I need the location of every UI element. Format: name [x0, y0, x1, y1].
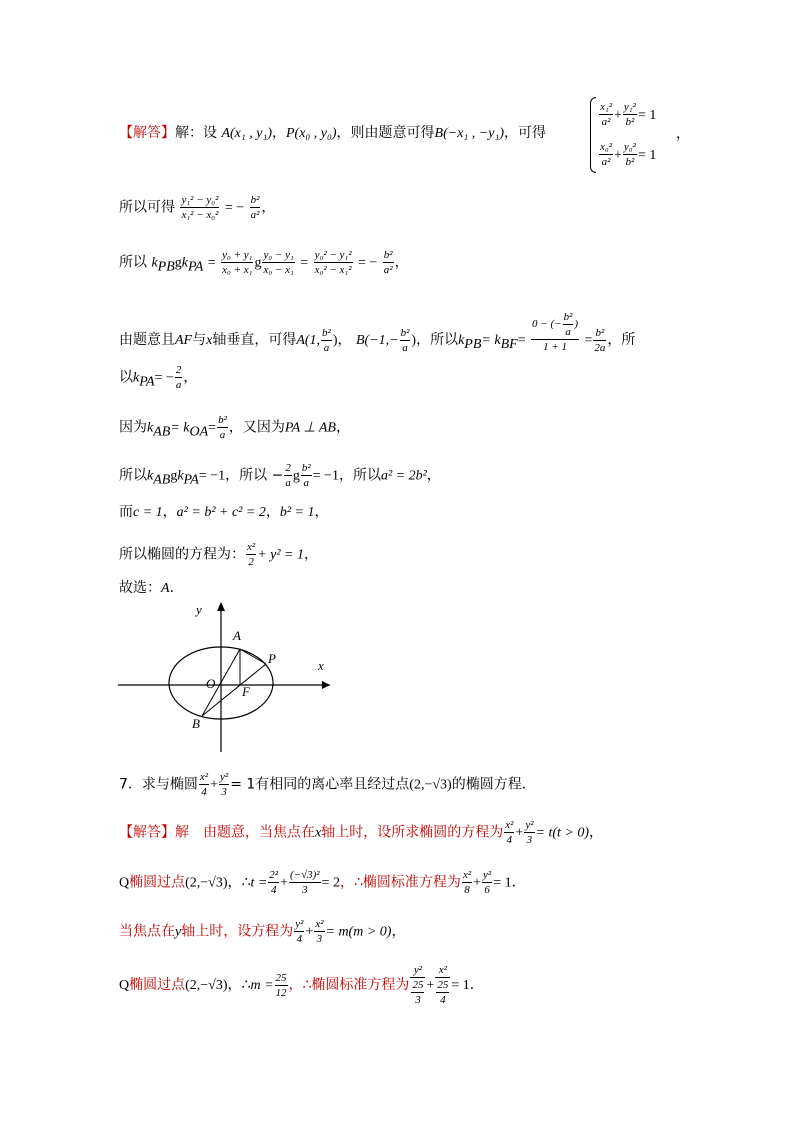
solution-line-6: 因为$k_{AB}= k_{OA}=$ $\frac{\text{b²}}{a}$ ，又因为PA ⊥ AB，	[119, 414, 350, 441]
solution-line-9: 所以椭圆的方程为： $\frac{\text{x²}}{2}$ + y² = 1，	[119, 541, 318, 568]
answer-tag: 【解答】	[119, 125, 175, 141]
label-B: B	[192, 716, 200, 731]
label-F: F	[242, 684, 250, 699]
equation-system: $\frac{\text{x₁²}}{\text{a²}}$ + $\frac{\text{y₁²}}{\text{b²}}$ = 1 $\frac{\text{x₀²}}{\text{a²}}$ + $\frac{\text{y₀²}}{\text{b²}}$ = 1	[590, 95, 656, 175]
label-x: x	[318, 658, 324, 673]
ellipse-figure	[118, 598, 338, 754]
x-axis-arrow	[322, 681, 330, 689]
solution-line-5: 以$k_{PA}=$ − $\frac{2}{a}$ ，	[119, 364, 198, 391]
label-P: P	[268, 651, 276, 666]
y-axis-arrow	[217, 602, 225, 611]
solution-line-1: 【解答】解：设 A(x₁ , y₁)，P(x₀ , y₀)，则由题意可得B(−x₁ , −y₁)，可得	[119, 125, 546, 141]
solution-7-line-1: 【解答】解 由题意，当焦点在x轴上时，设所求椭圆的方程为 $\frac{\text{x²}}{4}$ + $\frac{\text{y²}}{3}$ = t(t > 0)，	[119, 819, 603, 846]
segment-AP	[240, 649, 266, 664]
solution-7-line-4: Q椭圆过点(2,−√3)，∴m = $\frac{25}{12}$ ，∴椭圆标准方程为 $\frac{\text{y²}}{\frac{25}{3}}$ + $\frac{\text{x²}}{\frac{25}{4}}$ = 1．	[119, 964, 484, 1006]
solution-7-line-2: Q椭圆过点(2,−√3)，∴t = $\frac{\text{2²}}{4}$ + $\frac{\text{(−√3)²}}{3}$ = 2，∴椭圆标准方程为 $\frac{\text{x²}}{8}$ + $\frac{\text{y²}}{6}$ = 1．	[119, 869, 526, 896]
solution-7-line-3: 当焦点在y轴上时，设方程为 $\frac{\text{y²}}{4}$ + $\frac{\text{x²}}{3}$ = m(m > 0)，	[119, 918, 406, 945]
solution-line-2: 所以可得 $\frac{\text{y₁² − y₀²}}{\text{x₁² − x₀²}}$ = − $\frac{\text{b²}}{\text{a²}}$ ，	[119, 194, 276, 221]
question-7: 7．求与椭圆 $\frac{\text{x²}}{4}$ + $\frac{\text{y²}}{3}$ = 1有相同的离心率且经过点(2,−√3)的椭圆方程．	[119, 771, 536, 798]
solution-line-10: 故选：A．	[119, 580, 184, 596]
solution-line-3: 所以 $k_{PB}gk_{PA}$ = $\frac{\text{y₀ + y₁}}{\text{x₀ + x₁}}$ g $\frac{\text{y₀ − y₁}}{\text{x₀ − x₁}}$ = $\frac{\text{y₀² − y₁²}}{\text{x₀² − x₁²}}$ = − $\frac{\text{b²}}{\text{a²}}$ ，	[119, 249, 409, 276]
solution-line-4: 由题意且AF与x轴垂直，可得A(1, $\frac{\text{b²}}{a}$ )， B(−1,− $\frac{\text{b²}}{a}$ )，所以$k_{PB}= k_{BF}=$ 0 − (− $\frac{\text{b²}}{a}$ ) 1 + 1 = $\frac{\text{b²}}{2a}$ ，所	[119, 311, 636, 354]
label-y: y	[196, 602, 202, 617]
label-A: A	[233, 628, 241, 643]
solution-line-8: 而c = 1，a² = b² + c² = 2，b² = 1，	[119, 504, 329, 520]
answer-tag-7: 【解答】	[119, 824, 175, 841]
solution-line-7: 所以$k_{AB}gk_{PA}= -1$，所以 − $\frac{2}{a}$ g $\frac{\text{b²}}{a}$ = −1，所以a² = 2b²，	[119, 462, 441, 489]
label-O: O	[206, 676, 216, 691]
